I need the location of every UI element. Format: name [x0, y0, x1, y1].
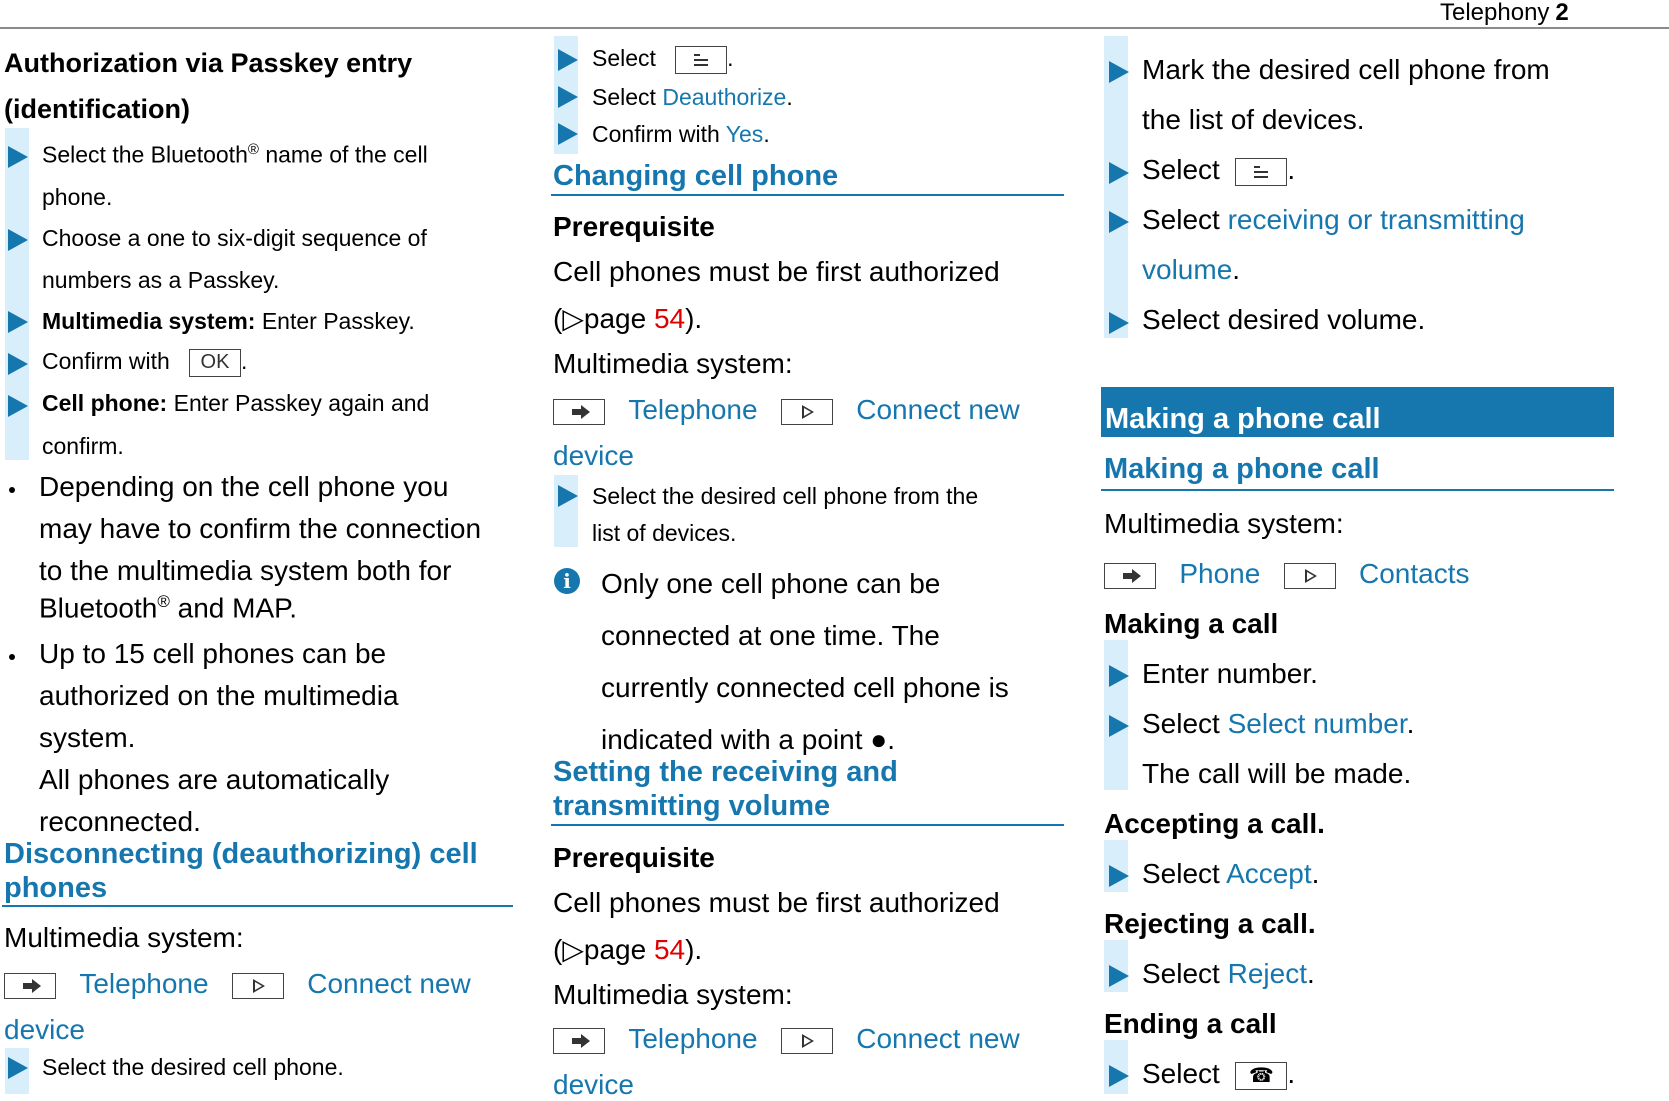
step-arrow-icon [8, 311, 28, 333]
page-link[interactable]: 54 [653, 303, 686, 334]
options-key-icon [675, 46, 727, 74]
step-arrow-icon [8, 353, 28, 375]
step-text: Mark the desired cell phone from [1142, 54, 1550, 85]
step-arrow-icon [558, 49, 578, 71]
info-icon: i [554, 568, 580, 594]
volume-link[interactable]: volume [1142, 254, 1233, 285]
ok-key-icon: OK [189, 349, 241, 377]
step-arrow-icon [1109, 312, 1129, 334]
nav-device-link[interactable]: device [553, 1069, 634, 1100]
title-rule [2, 905, 513, 907]
step-arrow-icon [8, 395, 28, 417]
section-name: Telephony [1440, 0, 1550, 26]
step-arrow-icon [8, 229, 28, 251]
step-text: Select . [592, 45, 734, 74]
title-rule [551, 824, 1064, 826]
bullet-text: reconnected. [39, 806, 201, 837]
nav-phone-link[interactable]: Phone [1179, 558, 1261, 589]
options-key-icon [1235, 158, 1287, 186]
step-text: phone. [42, 184, 113, 210]
nav-telephone-link[interactable]: Telephone [79, 968, 209, 999]
step-arrow-icon [1109, 162, 1129, 184]
step-arrow-icon [1109, 715, 1129, 737]
enter-key-icon [553, 1028, 605, 1054]
topic-heading: Making a call [1104, 608, 1279, 639]
receiving-transmitting-link[interactable]: receiving or transmitting [1227, 204, 1525, 235]
step-text: Enter number. [1142, 658, 1318, 689]
step-arrow-icon [1109, 1065, 1129, 1087]
enter-key-icon [4, 973, 56, 999]
yes-link[interactable]: Yes [725, 121, 764, 147]
bullet-text: Up to 15 cell phones can be [39, 638, 387, 669]
bullet [9, 654, 15, 660]
deauthorize-link[interactable]: Deauthorize [662, 84, 787, 110]
step-text: Select the Bluetooth® name of the cell [42, 141, 428, 168]
step-arrow-icon [558, 86, 578, 108]
nav-path [4, 968, 471, 1000]
nav-connect-link[interactable]: Connect new [856, 1023, 1020, 1054]
step-arrow-icon [1109, 965, 1129, 987]
select-number-link[interactable]: Select number [1227, 708, 1407, 739]
note-text: indicated with a point ●. [601, 724, 895, 755]
step-arrow-icon [1109, 665, 1129, 687]
bullet-text: authorized on the multimedia [39, 680, 399, 711]
nav-device-link[interactable]: device [4, 1014, 85, 1045]
subsection-title: Disconnecting (deauthorizing) cell [4, 838, 478, 870]
body-text: Multimedia system: [1104, 508, 1344, 539]
body-text: Cell phones must be first authorized [553, 887, 1000, 918]
nav-path [553, 394, 1020, 426]
section-banner: Making a phone call [1101, 387, 1614, 437]
step-arrow-icon [8, 146, 28, 168]
step-arrow-icon [558, 485, 578, 507]
step-text: Choose a one to six-digit sequence of [42, 225, 427, 251]
nav-device-link[interactable]: device [553, 440, 634, 471]
forward-key-icon [1284, 563, 1336, 589]
subsection-title: Changing cell phone [553, 160, 839, 192]
step-text: Select ☎ . [1142, 1058, 1296, 1089]
subsection-title: Setting the receiving and [553, 756, 898, 788]
topic-heading: Ending a call [1104, 1008, 1277, 1039]
step-text: Select Reject. [1142, 958, 1315, 989]
step-text: The call will be made. [1142, 758, 1412, 789]
step-text: Confirm with OK . [42, 348, 247, 377]
step-arrow-icon [1109, 211, 1129, 233]
page-link[interactable]: 54 [653, 934, 686, 965]
subsection-title: Making a phone call [1104, 453, 1380, 485]
step-text: Select Accept. [1142, 858, 1320, 889]
forward-key-icon [781, 1028, 833, 1054]
step-text: Select Select number. [1142, 708, 1415, 739]
section-title-cont: (identification) [4, 94, 190, 124]
step-text: Select . [1142, 154, 1296, 185]
note-text: connected at one time. The [601, 620, 940, 651]
nav-contacts-link[interactable]: Contacts [1359, 558, 1470, 589]
step-text: confirm. [42, 433, 124, 459]
forward-key-icon [781, 399, 833, 425]
step-text: Select the desired cell phone from the [592, 483, 979, 509]
step-text: the list of devices. [1142, 104, 1365, 135]
chapter-number: 2 [1555, 0, 1569, 26]
step-arrow-icon [8, 1057, 28, 1079]
reject-link[interactable]: Reject [1227, 958, 1307, 989]
enter-key-icon [553, 399, 605, 425]
nav-connect-link[interactable]: Connect new [856, 394, 1020, 425]
end-call-key-icon: ☎ [1235, 1062, 1287, 1090]
step-text: volume. [1142, 254, 1241, 285]
nav-connect-link[interactable]: Connect new [307, 968, 471, 999]
running-header [1440, 0, 1569, 26]
step-text: Multimedia system: Enter Passkey. [42, 308, 415, 334]
accept-link[interactable]: Accept [1226, 858, 1312, 889]
bullet-text: system. [39, 722, 136, 753]
bullet-text: All phones are automatically [39, 764, 390, 795]
prerequisite-heading: Prerequisite [553, 842, 715, 873]
step-text: list of devices. [592, 520, 737, 546]
subsection-title-cont: phones [4, 872, 108, 904]
step-arrow-icon [1109, 865, 1129, 887]
forward-key-icon [232, 973, 284, 999]
note-text: Only one cell phone can be [601, 568, 941, 599]
step-text: Confirm with Yes. [592, 121, 770, 147]
subsection-title-cont: transmitting volume [553, 790, 831, 822]
body-text: Cell phones must be first authorized [553, 256, 1000, 287]
step-arrow-icon [1109, 61, 1129, 83]
step-text: Select Deauthorize. [592, 84, 793, 110]
page-reference: (▷page 54). [553, 303, 703, 334]
bullet-text: may have to confirm the connection [39, 513, 482, 544]
header-rule [0, 27, 1669, 29]
title-rule [551, 194, 1064, 196]
step-text: Select desired volume. [1142, 304, 1426, 335]
topic-heading: Accepting a call. [1104, 808, 1325, 839]
step-arrow-icon [558, 123, 578, 145]
body-text: Multimedia system: [553, 348, 793, 379]
body-text: Multimedia system: [4, 922, 244, 953]
topic-heading: Rejecting a call. [1104, 908, 1316, 939]
step-text: Select receiving or transmitting [1142, 204, 1525, 235]
bullet [9, 487, 15, 493]
bullet-text: to the multimedia system both for [39, 555, 452, 586]
title-rule [1101, 489, 1614, 491]
bullet-text: Bluetooth® and MAP. [39, 592, 297, 624]
section-title: Authorization via Passkey entry [4, 48, 413, 78]
step-text: Select the desired cell phone. [42, 1054, 344, 1080]
note-text: currently connected cell phone is [601, 672, 1009, 703]
page-reference: (▷page 54). [553, 934, 703, 965]
nav-telephone-link[interactable]: Telephone [628, 394, 758, 425]
step-text: Cell phone: Enter Passkey again and [42, 390, 430, 416]
body-text: Multimedia system: [553, 979, 793, 1010]
step-text: numbers as a Passkey. [42, 267, 280, 293]
nav-path [553, 1023, 1020, 1055]
prerequisite-heading: Prerequisite [553, 211, 715, 242]
nav-path [1104, 558, 1470, 590]
bullet-text: Depending on the cell phone you [39, 471, 449, 502]
enter-key-icon [1104, 563, 1156, 589]
nav-telephone-link[interactable]: Telephone [628, 1023, 758, 1054]
